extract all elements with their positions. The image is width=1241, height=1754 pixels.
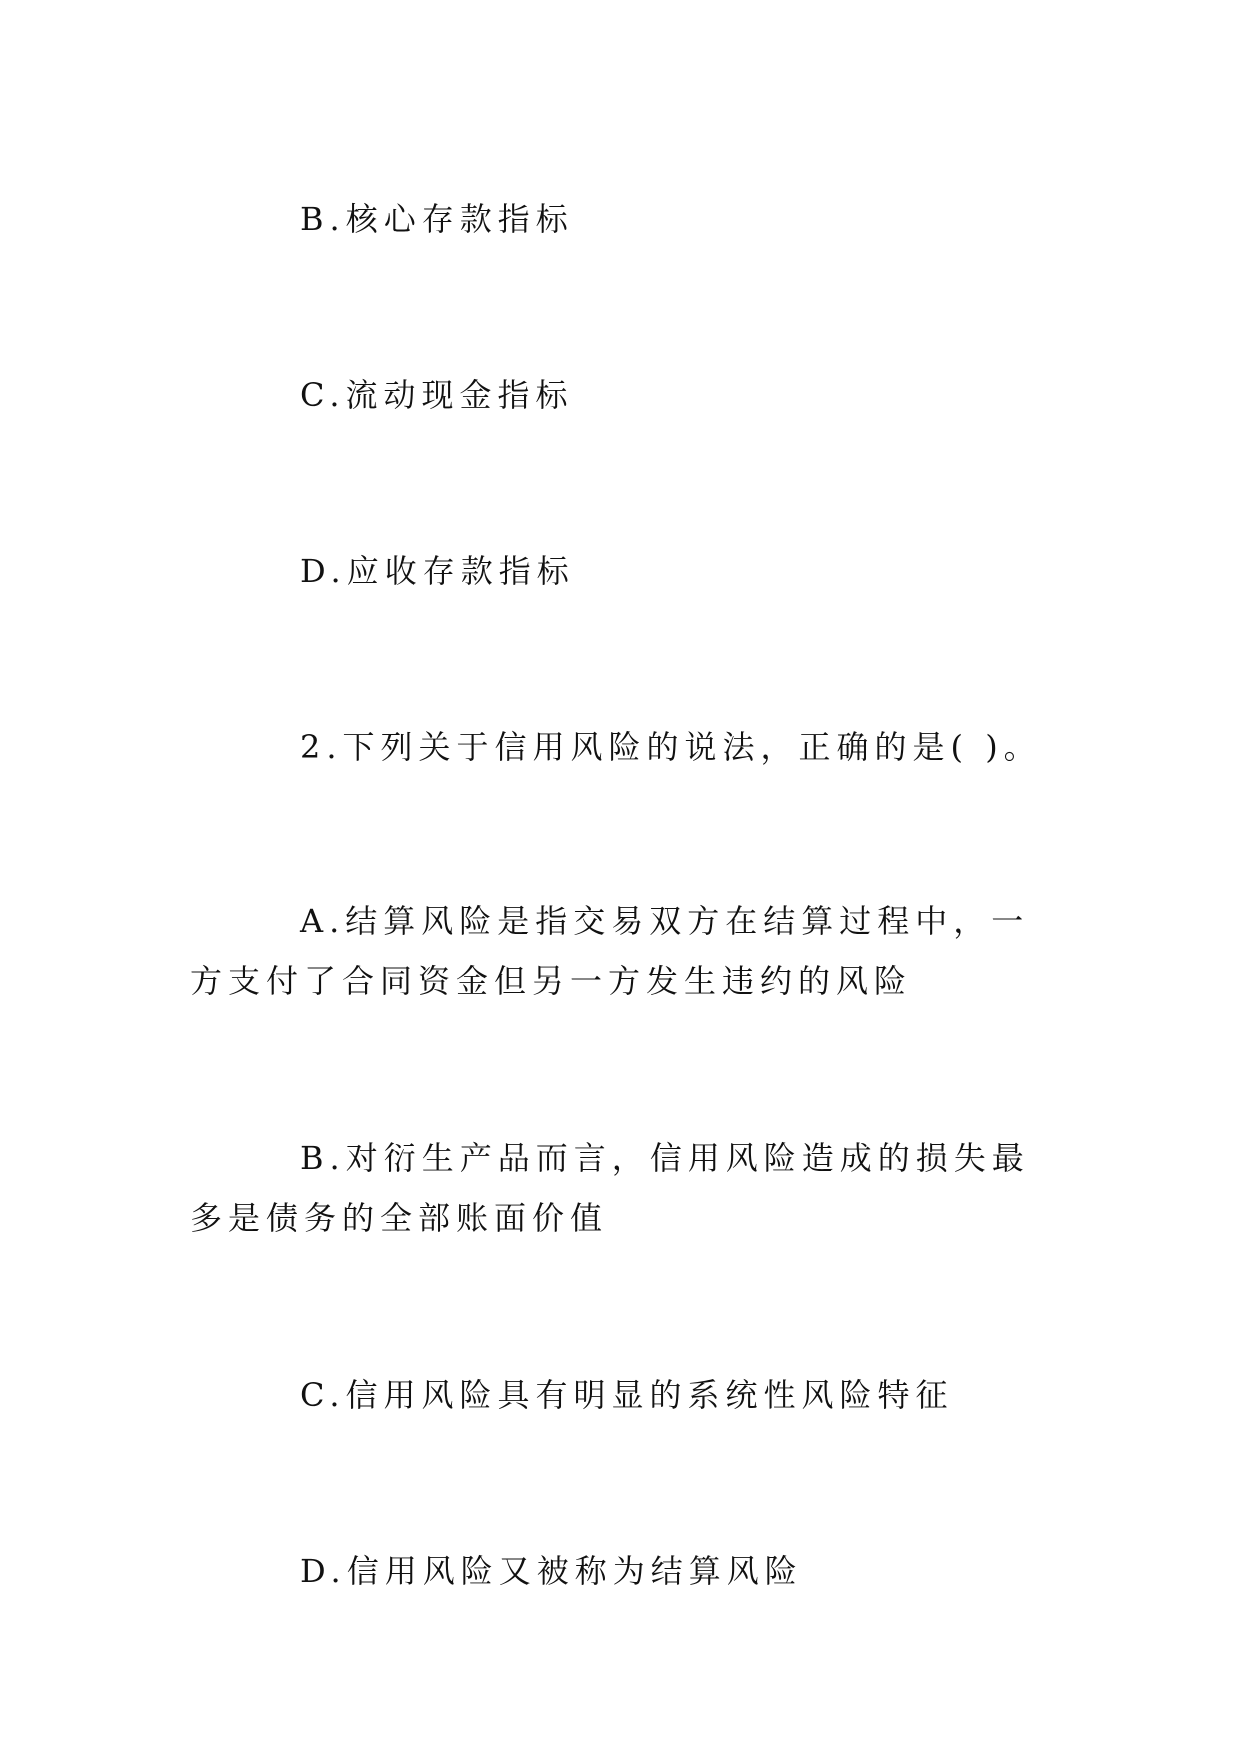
option-c-liquid-cash: C.流动现金指标 bbox=[300, 376, 574, 414]
option-c-systematic-risk: C.信用风险具有明显的系统性风险特征 bbox=[300, 1376, 954, 1414]
option-b-core-deposit: B.核心存款指标 bbox=[300, 200, 574, 238]
question-2: 2.下列关于信用风险的说法，正确的是( )。 bbox=[300, 728, 1042, 766]
option-b-derivatives: B.对衍生产品而言，信用风险造成的损失最多是债务的全部账面价值 bbox=[190, 1139, 1030, 1237]
option-a-settlement-risk: A.结算风险是指交易双方在结算过程中，一方支付了合同资金但另一方发生违约的风险 bbox=[190, 902, 1030, 1000]
option-d-receivable-deposit: D.应收存款指标 bbox=[300, 552, 575, 590]
option-d-credit-risk: D.信用风险又被称为结算风险 bbox=[300, 1552, 803, 1590]
